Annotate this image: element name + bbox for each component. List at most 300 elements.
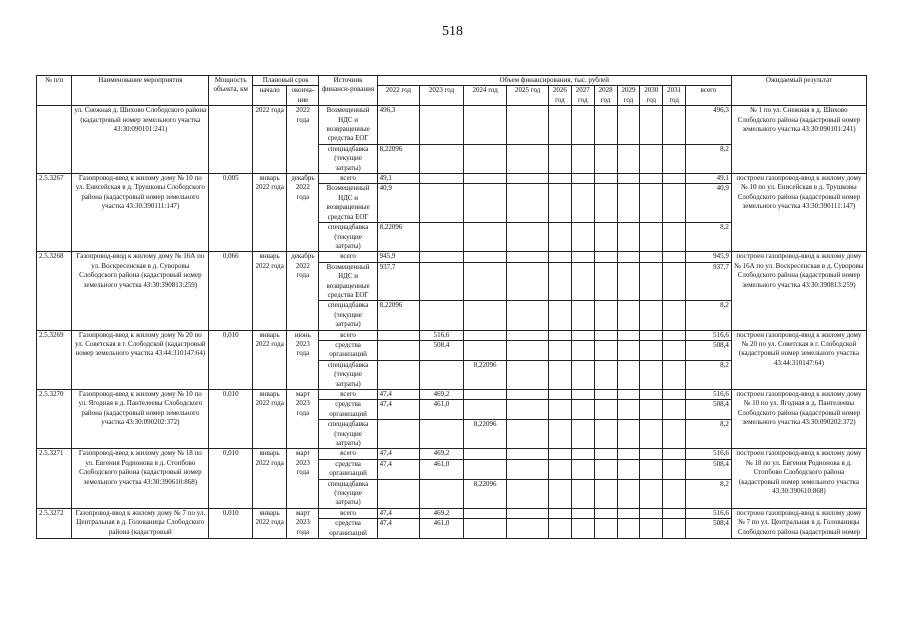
row-start: январь 2022 года: [253, 174, 287, 252]
cell-empty: [571, 449, 594, 459]
row-number: 2.5.3269: [37, 330, 72, 389]
cell-empty: [594, 400, 617, 420]
cell-empty: [617, 508, 640, 518]
cell-empty: [663, 479, 686, 508]
cell-2023: [420, 360, 464, 389]
cell-empty: [640, 400, 663, 420]
row-result: построен газопровод-ввод к жилому дому № 10 по ул. Ягодная в д. Пантелеевы Слободского района (кадастровый номер земельного участка 43:30:090202:372): [731, 390, 866, 449]
cell-empty: [548, 252, 571, 262]
table-row: [37, 449, 867, 459]
cell-2022: 945,9: [377, 252, 420, 262]
row-end: декабрь 2022 года: [287, 252, 319, 330]
cell-2024: [463, 262, 507, 301]
header-year: 2031 год: [663, 86, 686, 106]
cell-empty: [548, 459, 571, 479]
cell-empty: [571, 400, 594, 420]
header-term-end: оконча-ние: [287, 86, 319, 106]
cell-2023: [420, 420, 464, 449]
row-capacity: 0,010: [209, 508, 253, 538]
cell-2023: [420, 479, 464, 508]
cell-empty: [548, 330, 571, 340]
cell-empty: [594, 340, 617, 360]
cell-empty: [571, 459, 594, 479]
cell-empty: [594, 508, 617, 518]
cell-empty: [571, 106, 594, 145]
cell-empty: [571, 301, 594, 330]
table-row: [37, 390, 867, 400]
cell-empty: [617, 301, 640, 330]
cell-empty: [617, 360, 640, 389]
row-end: март 2023 года: [287, 449, 319, 508]
cell-2022: [377, 330, 420, 340]
row-start: 2022 года: [253, 106, 287, 174]
cell-empty: [617, 479, 640, 508]
cell-total: 8,2: [686, 301, 732, 330]
cell-2023: [420, 262, 464, 301]
row-end: декабрь 2022 года: [287, 174, 319, 252]
cell-2022: 8,22096: [377, 144, 420, 173]
cell-empty: [507, 360, 549, 389]
cell-2023: [420, 144, 464, 173]
cell-total: 8,2: [686, 360, 732, 389]
row-start: январь 2022 года: [253, 449, 287, 508]
financing-table: [36, 75, 867, 539]
cell-2022: 47,4: [377, 400, 420, 420]
cell-empty: [571, 223, 594, 252]
row-start: январь 2022 года: [253, 508, 287, 538]
cell-empty: [617, 184, 640, 223]
cell-empty: [663, 420, 686, 449]
cell-empty: [640, 184, 663, 223]
cell-empty: [663, 519, 686, 539]
header-term-start: начало: [253, 86, 287, 106]
cell-2023: 469,2: [420, 449, 464, 459]
cell-2024: 8,22096: [463, 479, 507, 508]
cell-2024: [463, 390, 507, 400]
cell-empty: [507, 340, 549, 360]
cell-empty: [548, 390, 571, 400]
cell-empty: [594, 330, 617, 340]
header-capacity: Мощность объекта, км: [209, 76, 253, 106]
cell-empty: [548, 223, 571, 252]
table-row: [37, 330, 867, 340]
row-capacity: 0,010: [209, 449, 253, 508]
cell-empty: [571, 174, 594, 184]
cell-empty: [617, 340, 640, 360]
cell-empty: [640, 262, 663, 301]
cell-2024: [463, 144, 507, 173]
table-row: [37, 174, 867, 184]
cell-empty: [548, 184, 571, 223]
cell-empty: [663, 184, 686, 223]
cell-total: 508,4: [686, 459, 732, 479]
cell-empty: [663, 360, 686, 389]
cell-2022: 47,4: [377, 459, 420, 479]
cell-empty: [548, 360, 571, 389]
cell-empty: [663, 174, 686, 184]
cell-empty: [663, 223, 686, 252]
cell-2022: 47,4: [377, 449, 420, 459]
cell-empty: [617, 519, 640, 539]
cell-empty: [507, 400, 549, 420]
cell-empty: [507, 420, 549, 449]
cell-empty: [640, 420, 663, 449]
cell-total: 496,3: [686, 106, 732, 145]
cell-empty: [571, 330, 594, 340]
cell-empty: [617, 174, 640, 184]
cell-empty: [571, 479, 594, 508]
cell-2023: [420, 174, 464, 184]
cell-empty: [548, 449, 571, 459]
cell-2024: [463, 400, 507, 420]
cell-empty: [617, 106, 640, 145]
row-capacity: 0,010: [209, 330, 253, 389]
row-number: 2.5.3267: [37, 174, 72, 252]
cell-empty: [617, 459, 640, 479]
cell-empty: [507, 174, 549, 184]
row-source: средства организаций: [319, 459, 377, 479]
cell-2022: 49,1: [377, 174, 420, 184]
row-source: средства организаций: [319, 519, 377, 539]
cell-total: 8,2: [686, 479, 732, 508]
cell-total: 8,2: [686, 144, 732, 173]
cell-2022: 496,3: [377, 106, 420, 145]
row-source: спецнадбавка (текущие затраты): [319, 223, 377, 252]
cell-2023: 508,4: [420, 340, 464, 360]
cell-empty: [507, 508, 549, 518]
row-source: спецнадбавка (текущие затраты): [319, 144, 377, 173]
cell-empty: [507, 184, 549, 223]
row-name: Газопровод-ввод к жилому дому № 16А по ул. Воскресенская в д. Суворовы Слободского района (кадастровый номер земельного участка 43:30:390813:259): [72, 252, 209, 330]
header-year: 2030 год: [640, 86, 663, 106]
cell-empty: [640, 106, 663, 145]
cell-empty: [640, 390, 663, 400]
cell-empty: [617, 400, 640, 420]
cell-empty: [548, 400, 571, 420]
row-capacity: 0,010: [209, 390, 253, 449]
row-source: всего: [319, 390, 377, 400]
cell-total: 516,6: [686, 449, 732, 459]
cell-empty: [640, 449, 663, 459]
cell-2023: 516,6: [420, 330, 464, 340]
cell-2022: [377, 360, 420, 389]
cell-empty: [571, 262, 594, 301]
row-result: построен газопровод-ввод к жилому дому № 18 по ул. Евгения Родионова в д. Стопбово Слободского района (кадастровый номер земельного участка 43:30:390610:868): [731, 449, 866, 508]
cell-empty: [594, 144, 617, 173]
cell-empty: [663, 390, 686, 400]
cell-total: 945,9: [686, 252, 732, 262]
header-year: 2024 год: [463, 86, 507, 106]
cell-empty: [663, 252, 686, 262]
cell-2024: [463, 184, 507, 223]
cell-2024: [463, 106, 507, 145]
row-source: Возмещенный НДС и возвращенные средства ЕОГ: [319, 106, 377, 145]
cell-2024: [463, 519, 507, 539]
row-start: январь 2022 года: [253, 330, 287, 389]
row-source: всего: [319, 252, 377, 262]
cell-empty: [548, 262, 571, 301]
cell-empty: [548, 508, 571, 518]
cell-empty: [548, 301, 571, 330]
cell-empty: [507, 301, 549, 330]
row-start: январь 2022 года: [253, 390, 287, 449]
cell-2023: [420, 184, 464, 223]
cell-2024: 8,22096: [463, 420, 507, 449]
cell-empty: [571, 184, 594, 223]
row-number: [37, 106, 72, 174]
cell-empty: [548, 340, 571, 360]
row-source: спецнадбавка (текущие затраты): [319, 301, 377, 330]
cell-empty: [548, 144, 571, 173]
cell-2022: 47,4: [377, 508, 420, 518]
cell-empty: [594, 106, 617, 145]
cell-2024: [463, 330, 507, 340]
header-name: Наименование мероприятия: [72, 76, 209, 106]
header-volume: Объем финансирования, тыс. рублей: [377, 76, 731, 86]
row-source: спецнадбавка (текущие затраты): [319, 360, 377, 389]
cell-2023: 469,2: [420, 508, 464, 518]
cell-empty: [594, 262, 617, 301]
cell-2023: [420, 223, 464, 252]
row-name: ул. Снежная д. Шихово Слободского района (кадастровый номер земельного участка 43:30:090101:241): [72, 106, 209, 174]
cell-2022: [377, 479, 420, 508]
cell-empty: [663, 449, 686, 459]
cell-total: 8,2: [686, 223, 732, 252]
cell-empty: [617, 144, 640, 173]
cell-2022: 8,22096: [377, 301, 420, 330]
cell-empty: [548, 106, 571, 145]
row-name: Газопровод-ввод к жилому дому № 18 по ул. Евгения Родионова в д. Стопбово Слободского района (кадастровый номер земельного участка 43:30:390610:868): [72, 449, 209, 508]
cell-empty: [617, 330, 640, 340]
cell-empty: [594, 420, 617, 449]
cell-empty: [663, 262, 686, 301]
cell-2023: [420, 252, 464, 262]
cell-empty: [571, 420, 594, 449]
row-source: всего: [319, 508, 377, 518]
cell-empty: [617, 252, 640, 262]
cell-empty: [640, 508, 663, 518]
row-source: Возмещенный НДС и возвращенные средства ЕОГ: [319, 262, 377, 301]
table-row: [37, 106, 867, 145]
cell-total: 40,9: [686, 184, 732, 223]
cell-empty: [640, 330, 663, 340]
cell-total: 516,6: [686, 390, 732, 400]
cell-2024: 8,22096: [463, 360, 507, 389]
row-source: всего: [319, 449, 377, 459]
row-start: январь 2022 года: [253, 252, 287, 330]
cell-empty: [640, 144, 663, 173]
cell-empty: [507, 449, 549, 459]
cell-empty: [548, 174, 571, 184]
cell-empty: [571, 519, 594, 539]
cell-empty: [640, 459, 663, 479]
cell-2023: 461,0: [420, 519, 464, 539]
header-result: Ожидаемый результат: [731, 76, 866, 106]
cell-empty: [640, 479, 663, 508]
row-source: средства организаций: [319, 400, 377, 420]
cell-empty: [640, 519, 663, 539]
cell-total: 508,4: [686, 400, 732, 420]
cell-empty: [663, 330, 686, 340]
header-total: всего: [686, 86, 732, 106]
cell-empty: [571, 390, 594, 400]
cell-2024: [463, 449, 507, 459]
cell-2023: [420, 301, 464, 330]
cell-empty: [617, 390, 640, 400]
row-number: 2.5.3270: [37, 390, 72, 449]
cell-empty: [507, 390, 549, 400]
cell-2024: [463, 508, 507, 518]
cell-empty: [663, 508, 686, 518]
cell-empty: [663, 301, 686, 330]
cell-empty: [640, 301, 663, 330]
cell-empty: [571, 144, 594, 173]
row-end: 2022 года: [287, 106, 319, 174]
cell-2024: [463, 340, 507, 360]
cell-2022: [377, 420, 420, 449]
row-result: построен газопровод-ввод к жилому дому № 20 по ул. Советская в г. Слободской (кадастровый номер земельного участка 43:44:310147:64): [731, 330, 866, 389]
cell-empty: [640, 340, 663, 360]
cell-empty: [507, 144, 549, 173]
row-end: март 2023 года: [287, 508, 319, 538]
cell-empty: [571, 360, 594, 389]
row-source: всего: [319, 174, 377, 184]
cell-empty: [507, 252, 549, 262]
cell-2022: 937,7: [377, 262, 420, 301]
cell-empty: [594, 252, 617, 262]
cell-2022: 47,4: [377, 519, 420, 539]
cell-empty: [640, 252, 663, 262]
cell-empty: [640, 360, 663, 389]
cell-empty: [507, 223, 549, 252]
cell-empty: [571, 252, 594, 262]
table-row: [37, 508, 867, 518]
cell-2024: [463, 223, 507, 252]
cell-empty: [594, 449, 617, 459]
cell-empty: [594, 174, 617, 184]
row-source: всего: [319, 330, 377, 340]
cell-2024: [463, 301, 507, 330]
cell-empty: [617, 223, 640, 252]
row-end: июнь 2023 года: [287, 330, 319, 389]
row-result: № 1 по ул. Снежная в д. Шихово Слободского района (кадастровый номер земельного участка 43:30:090101:241): [731, 106, 866, 174]
header-year: 2028 год: [594, 86, 617, 106]
cell-total: 508,4: [686, 519, 732, 539]
cell-total: 516,6: [686, 508, 732, 518]
row-capacity: 0,005: [209, 174, 253, 252]
header-year: 2025 год: [507, 86, 549, 106]
row-number: 2.5.3268: [37, 252, 72, 330]
cell-2022: 8,22096: [377, 223, 420, 252]
cell-empty: [617, 449, 640, 459]
cell-empty: [663, 340, 686, 360]
cell-empty: [548, 479, 571, 508]
cell-empty: [548, 519, 571, 539]
row-source: средства организаций: [319, 340, 377, 360]
table-row: [37, 252, 867, 262]
cell-empty: [507, 519, 549, 539]
table-body: [37, 106, 867, 539]
row-name: Газопровод-ввод к жилому дому № 7 по ул. Центральная в д. Голованицы Слободского района (кадастровый: [72, 508, 209, 538]
cell-2023: 461,0: [420, 459, 464, 479]
cell-2022: [377, 340, 420, 360]
row-capacity: 0,066: [209, 252, 253, 330]
row-source: спецнадбавка (текущие затраты): [319, 479, 377, 508]
cell-2023: [420, 106, 464, 145]
cell-total: 516,6: [686, 330, 732, 340]
header-year: 2027 год: [571, 86, 594, 106]
cell-empty: [594, 459, 617, 479]
page-number: 518: [442, 24, 463, 39]
header-term: Плановый срок: [253, 76, 319, 86]
cell-empty: [548, 420, 571, 449]
row-result: построен газопровод-ввод к жилому дому № 10 по ул. Енисейская в д. Трушковы Слободского района (кадастровый номер земельного участка 43:30:390111:147): [731, 174, 866, 252]
cell-empty: [507, 330, 549, 340]
cell-total: 49,1: [686, 174, 732, 184]
cell-empty: [640, 174, 663, 184]
row-name: Газопровод-ввод к жилому дому № 20 по ул. Советская в г. Слободской (кадастровый номер земельного участка 43:44:310147:64): [72, 330, 209, 389]
cell-2024: [463, 252, 507, 262]
cell-empty: [507, 459, 549, 479]
row-end: март 2023 года: [287, 390, 319, 449]
header-source: Источник финанси-рования: [319, 76, 377, 106]
cell-empty: [507, 262, 549, 301]
cell-empty: [594, 301, 617, 330]
cell-empty: [594, 519, 617, 539]
cell-empty: [571, 340, 594, 360]
header-year: 2023 год: [420, 86, 464, 106]
cell-empty: [594, 360, 617, 389]
header-num: № п/п: [37, 76, 72, 106]
row-name: Газопровод-ввод к жилому дому № 10 по ул. Енисейская в д. Трушковы Слободского района (кадастровый номер земельного участка 43:30:390111:147): [72, 174, 209, 252]
cell-empty: [617, 420, 640, 449]
cell-empty: [663, 400, 686, 420]
row-capacity: [209, 106, 253, 174]
header-year: 2026 год: [548, 86, 571, 106]
cell-empty: [663, 144, 686, 173]
header-year: 2022 год: [377, 86, 420, 106]
cell-2024: [463, 459, 507, 479]
cell-empty: [663, 106, 686, 145]
cell-empty: [594, 479, 617, 508]
cell-empty: [507, 479, 549, 508]
cell-2022: 47,4: [377, 390, 420, 400]
cell-empty: [571, 508, 594, 518]
header-year: 2029 год: [617, 86, 640, 106]
row-name: Газопровод-ввод к жилому дому № 10 по ул. Ягодная в д. Пантелеевы Слободского района (кадастровый номер земельного участка 43:30:090202:372): [72, 390, 209, 449]
row-number: 2.5.3272: [37, 508, 72, 538]
row-number: 2.5.3271: [37, 449, 72, 508]
cell-empty: [594, 223, 617, 252]
row-result: построен газопровод-ввод к жилому дому № 16А по ул. Воскресенская в д. Суворовы Слободского района (кадастровый номер земельного участка 43:30:390813:259): [731, 252, 866, 330]
row-source: спецнадбавка (текущие затраты): [319, 420, 377, 449]
cell-empty: [617, 262, 640, 301]
row-source: Возмещенный НДС и возвращенные средства ЕОГ: [319, 184, 377, 223]
cell-total: 937,7: [686, 262, 732, 301]
cell-2024: [463, 174, 507, 184]
cell-2022: 40,9: [377, 184, 420, 223]
cell-2023: 469,2: [420, 390, 464, 400]
cell-total: 8,2: [686, 420, 732, 449]
cell-empty: [594, 184, 617, 223]
cell-empty: [594, 390, 617, 400]
cell-empty: [663, 459, 686, 479]
cell-2023: 461,0: [420, 400, 464, 420]
cell-empty: [640, 223, 663, 252]
row-result: построен газопровод-ввод к жилому дому № 7 по ул. Центральная в д. Голованицы Слободского района (кадастровый номер: [731, 508, 866, 538]
cell-empty: [507, 106, 549, 145]
cell-total: 508,4: [686, 340, 732, 360]
